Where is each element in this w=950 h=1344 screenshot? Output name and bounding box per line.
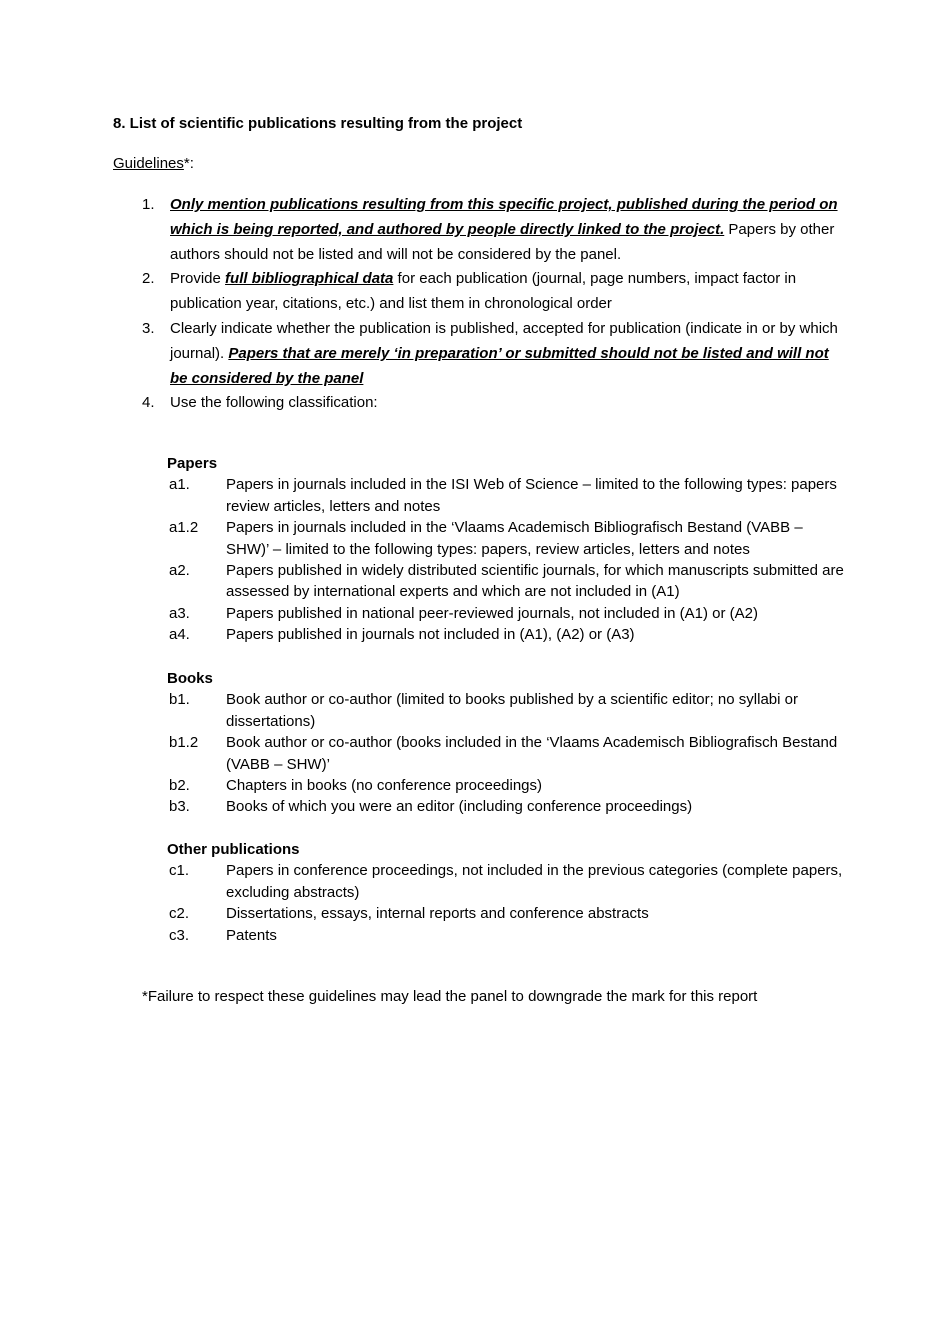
item-text: Book author or co-author (books included in the ‘Vlaams Academisch Bibliografisch Bestand (VABB – SHW)’ (226, 734, 838, 773)
guideline-item-1 (142, 193, 842, 267)
guideline-text: Clearly indicate whether the publication is published, accepted for publication (indicate in or by which journal). (170, 319, 838, 362)
guideline-number: 1. (142, 196, 155, 213)
list-item (167, 775, 847, 796)
guideline-text: Papers by other authors should not be listed and will not be considered by the panel. (170, 220, 835, 263)
item-code: b1.2 (169, 734, 199, 752)
section-title: 8. List of scientific publications resulting from the project (113, 115, 523, 132)
item-text: Books of which you were an editor (including conference proceedings) (226, 798, 693, 816)
guidelines-asterisk: *: (183, 155, 194, 172)
list-item (167, 560, 847, 603)
papers-heading: Papers (167, 455, 218, 472)
item-code: b3. (169, 798, 190, 816)
item-text: Papers in conference proceedings, not included in the previous categories (complete papers, excluding abstracts) (226, 862, 843, 901)
list-item (167, 925, 847, 946)
papers-section (167, 453, 847, 646)
list-item (167, 903, 847, 924)
guideline-text: Provide (170, 270, 226, 288)
list-item (167, 603, 847, 624)
item-code: a2. (169, 562, 190, 580)
item-code: c2. (169, 905, 190, 923)
list-item (167, 474, 847, 517)
guideline-list (142, 193, 842, 416)
list-item (167, 517, 847, 560)
guideline-text: for each publication (journal, page numbers, impact factor in publication year, citations, etc.) and list them in chronological order (170, 270, 797, 313)
list-item (167, 860, 847, 903)
guidelines-word: Guidelines (113, 155, 184, 172)
guideline-emphasis: full bibliographical data (225, 270, 394, 288)
guideline-number: 4. (142, 394, 155, 412)
item-text: Patents (226, 926, 277, 944)
guideline-item-3 (142, 317, 842, 391)
item-text: Dissertations, essays, internal reports and conference abstracts (226, 905, 649, 923)
item-text: Papers published in journals not included in (A1), (A2) or (A3) (226, 626, 635, 644)
item-code: c1. (169, 862, 190, 880)
other-publications-heading: Other publications (167, 841, 300, 858)
guideline-emphasis: Papers that are merely ‘in preparation’ or submitted should not be listed and will not be considered by the panel (170, 344, 829, 387)
list-item (167, 732, 847, 775)
guideline-emphasis: Only mention publications resulting from this specific project, published during the period on which is being reported, and authored by people directly linked to the project. (170, 196, 838, 238)
item-code: a4. (169, 626, 190, 644)
item-text: Book author or co-author (limited to books published by a scientific editor; no syllabi or dissertations) (226, 691, 798, 730)
guideline-text: Use the following classification: (170, 394, 378, 412)
item-code: a1.2 (169, 519, 199, 537)
item-code: c3. (169, 926, 190, 944)
item-code: b2. (169, 777, 190, 795)
item-text: Papers published in widely distributed scientific journals, for which manuscripts submitted are assessed by international experts and which are not included in (A1) (226, 562, 844, 601)
guideline-item-2 (142, 267, 842, 317)
guideline-item-4 (142, 391, 842, 416)
guideline-number: 3. (142, 319, 155, 337)
item-code: a1. (169, 476, 190, 494)
other-publications-section (167, 839, 847, 946)
guidelines-label (113, 154, 194, 174)
item-code: b1. (169, 691, 190, 709)
item-text: Papers in journals included in the ISI Web of Science – limited to the following types: papers review articles, letters and notes (226, 476, 837, 515)
books-heading: Books (167, 670, 213, 687)
item-text: Papers published in national peer-reviewed journals, not included in (A1) or (A2) (226, 604, 758, 622)
list-item (167, 796, 847, 817)
guideline-number: 2. (142, 270, 155, 288)
list-item (167, 689, 847, 732)
list-item (167, 624, 847, 645)
item-code: a3. (169, 604, 190, 622)
item-text: Chapters in books (no conference proceedings) (226, 777, 543, 795)
footnote: *Failure to respect these guidelines may lead the panel to downgrade the mark for this report (142, 988, 758, 1005)
books-section (167, 668, 847, 818)
item-text: Papers in journals included in the ‘Vlaams Academisch Bibliografisch Bestand (VABB – SHW)’ – limited to the following types: papers, review articles, letters and notes (226, 519, 803, 558)
